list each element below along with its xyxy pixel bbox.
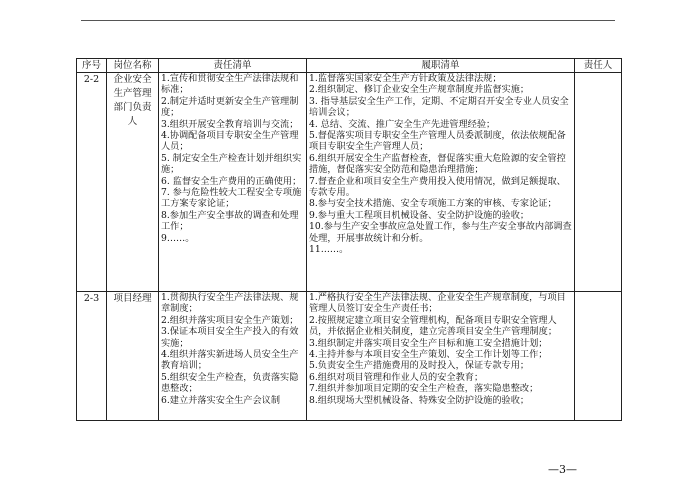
list-item: 8.组织现场大型机械设备、特殊安全防护设施的验收； [309, 394, 530, 406]
table-row [77, 292, 622, 421]
post-name: 项目经理 [107, 292, 159, 421]
list-item: 6.组织对项目管理和作业人员的安全教育； [309, 371, 484, 383]
header-person: 责任人 [575, 59, 622, 73]
post-name: 企业安全生产管理部门负责人 [107, 73, 159, 292]
list-item: 1.贯彻执行安全生产法律法规、规章制度； [161, 292, 299, 315]
list-item: 1.监督落实国家安全生产方针政策及法律法规； [309, 73, 502, 84]
list-item: 3.保证本项目安全生产投入的有效实施； [161, 326, 299, 349]
list-item: 5. 制定安全生产检查计划并组织实施； [161, 152, 302, 176]
header-duties: 履职清单 [307, 59, 575, 73]
page-number: —3— [548, 463, 577, 476]
list-item: 2.组织制定、修订企业安全生产规章制度并监督实施； [309, 84, 530, 96]
list-item: 8.参与安全技术措施、安全专项施工方案的审核、专家论证； [309, 198, 557, 210]
list-item: 1.宣传和贯彻安全生产法律法规和标准； [161, 73, 299, 96]
table-header-row [77, 59, 622, 73]
responsibility-table [76, 58, 622, 421]
responsibility-list [159, 73, 307, 292]
list-item: 2.制定并适时更新安全生产管理制度； [161, 95, 299, 119]
list-item: 3. 指导基层安全生产工作，定期、不定期召开安全专业人员安全培训会议； [309, 95, 569, 119]
table-row [77, 73, 622, 292]
list-item: 2.按照规定建立项目安全管理机构，配备项目专职安全管理人员，并依据企业相关制度，建立完善项目安全生产管理制度； [309, 314, 558, 338]
header-rule [81, 20, 615, 21]
duty-list [307, 73, 575, 292]
list-item: 5.负责安全生产措施费用的及时投入，保证专款专用； [309, 360, 530, 372]
list-item: 4.主持并参与本项目安全生产策划、安全工作计划等工作； [309, 349, 548, 361]
list-item: 11……。 [309, 244, 349, 256]
responsibility-list [159, 292, 307, 421]
list-item: 10.参与生产安全事故应急处置工作，参与生产安全事故内部调查处理，开展事故统计和分析。 [309, 221, 572, 244]
list-item: 7.督查企业和项目安全生产费用投入使用情况，做到足额提取、专款专用。 [309, 175, 566, 199]
list-item: 5.组织安全生产检查，负责落实隐患整改； [161, 371, 299, 395]
header-post: 岗位名称 [107, 59, 159, 73]
list-item: 8.参加生产安全事故的调查和处理工作； [161, 209, 299, 233]
row-number: 2-3 [77, 292, 107, 421]
list-item: 3.组织开展安全教育培训与交流； [161, 118, 299, 130]
list-item: 9.参与重大工程项目机械设备、安全防护设施的验收； [309, 209, 530, 221]
header-responsibility: 责任清单 [159, 59, 307, 73]
person-cell [575, 73, 622, 292]
row-number: 2-2 [77, 73, 107, 292]
list-item: 4.组织并落实新进场人员安全生产教育培训； [161, 349, 299, 372]
list-item: 7. 参与危险性较大工程安全专项施工方案专家论证； [161, 187, 302, 210]
list-item: 1.严格执行安全生产法律法规、企业安全生产规章制度，与项目管理人员签订安全生产责任书； [309, 292, 566, 315]
list-item: 6. 监督安全生产费用的正确使用； [161, 175, 302, 187]
list-item: 9……。 [161, 232, 195, 244]
list-item: 2.组织并落实项目安全生产策划； [161, 314, 299, 326]
duty-list [307, 292, 575, 421]
list-item: 6.建立并落实安全生产会议制 [161, 394, 281, 406]
list-item: 7.组织并参加项目定期的安全生产检查，落实隐患整改； [309, 383, 539, 395]
list-item: 4.协调配备项目专职安全生产管理人员； [161, 130, 299, 153]
list-item: 3.组织制定并落实项目安全生产目标和施工安全措施计划； [309, 337, 548, 349]
list-item: 5.督促落实项目专职安全生产管理人员委派制度，依法依规配备项目专职安全生产管理人员； [309, 130, 566, 153]
person-cell [575, 292, 622, 421]
list-item: 6.组织开展安全生产监督检查，督促落实重大危险源的安全管控措施，督促落实安全防范和隐患治理措施； [309, 152, 566, 176]
header-no: 序号 [77, 59, 107, 73]
list-item: 4. 总结、交流、推广安全生产先进管理经验； [309, 118, 496, 130]
